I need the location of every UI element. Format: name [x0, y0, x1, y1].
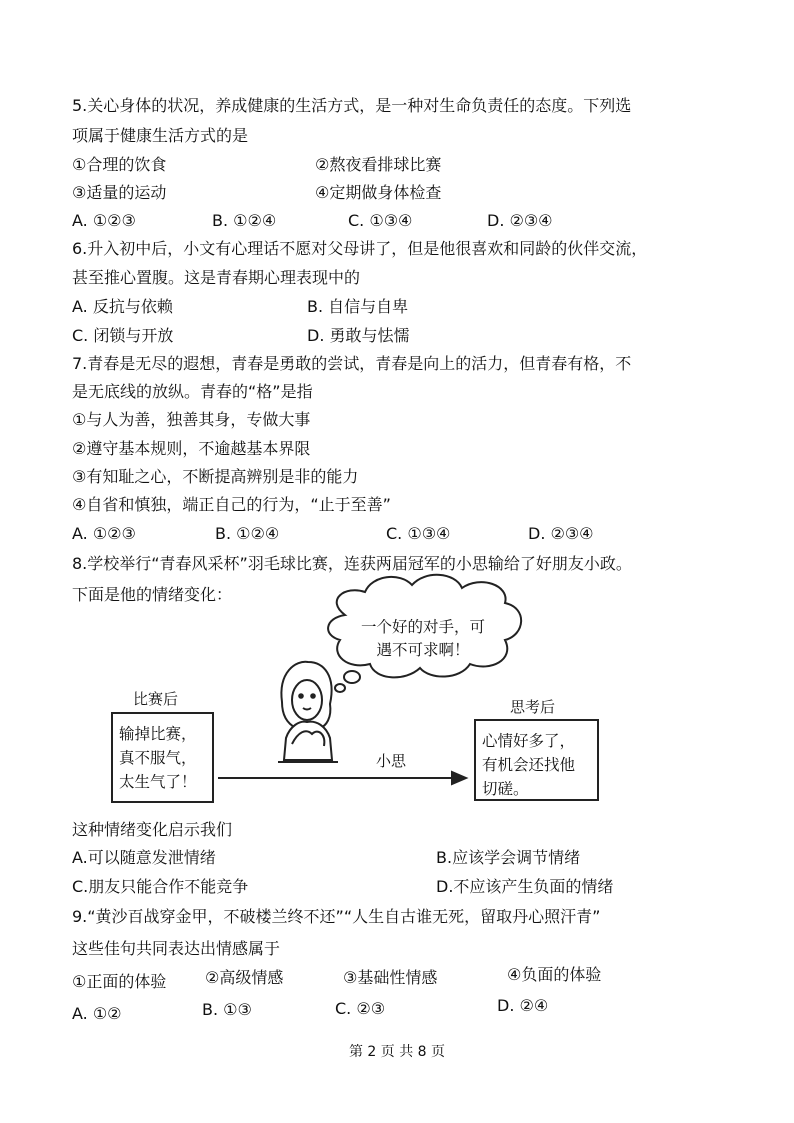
thought-line2: 遇不可求啊！ — [376, 641, 470, 659]
q5-item4: ④定期做身体检查 — [315, 183, 442, 202]
q9-stem-line2: 这些佳句共同表达出情感属于 — [72, 939, 281, 958]
q8-option-d: D.不应该产生负面的情绪 — [436, 877, 614, 896]
q6-stem-line2: 甚至推心置腹。这是青春期心理表现中的 — [72, 268, 361, 287]
q7-stem-line1: 7.青春是无尽的遐想，青春是勇敢的尝试，青春是向上的活力，但青春有格，不 — [72, 354, 632, 373]
after-line2: 有机会还找他 — [482, 756, 576, 774]
thought-text — [350, 616, 496, 662]
q5-stem-line1: 5.关心身体的状况，养成健康的生活方式，是一种对生命负责任的态度。下列选 — [72, 96, 632, 115]
q7-option-d: D. ②③④ — [528, 524, 594, 543]
q6-option-b: B. 自信与自卑 — [307, 297, 409, 316]
q9-item2: ②高级情感 — [205, 968, 284, 987]
thought-line1: 一个好的对手，可 — [360, 618, 485, 636]
q9-option-d: D. ②④ — [497, 996, 549, 1015]
q7-option-b: B. ①②④ — [215, 524, 280, 543]
girl-figure — [278, 662, 338, 762]
q5-item1: ①合理的饮食 — [72, 155, 167, 174]
q9-item4: ④负面的体验 — [507, 965, 602, 984]
after-line1: 心情好多了， — [482, 732, 576, 750]
q7-item3: ③有知耻之心，不断提高辨别是非的能力 — [72, 467, 359, 486]
q8-stem-line1: 8.学校举行“青春风采杯”羽毛球比赛，连获两届冠军的小思输给了好朋友小政。 — [72, 554, 632, 573]
q7-item1: ①与人为善，独善其身，专做大事 — [72, 410, 311, 429]
q6-option-d: D. 勇敢与怯懦 — [307, 326, 410, 345]
q6-stem-line1: 6.升入初中后，小文有心理话不愿对父母讲了，但是他很喜欢和同龄的伙伴交流， — [72, 239, 648, 258]
q8-question: 这种情绪变化启示我们 — [72, 820, 233, 839]
q7-item4: ④自省和慎独，端正自己的行为，“止于至善” — [72, 495, 391, 514]
q7-option-a: A. ①②③ — [72, 524, 136, 543]
after-line3: 切磋。 — [482, 780, 529, 798]
q9-item3: ③基础性情感 — [343, 968, 438, 987]
page-footer: 第 2 页 共 8 页 — [348, 1044, 446, 1060]
q6-option-c: C. 闭锁与开放 — [72, 326, 174, 345]
person-label: 小思 — [376, 752, 407, 770]
q6-option-a: A. 反抗与依赖 — [72, 297, 173, 316]
q5-item2: ②熬夜看排球比赛 — [315, 155, 442, 174]
q7-option-c: C. ①③④ — [386, 524, 451, 543]
q9-option-a: A. ①② — [72, 1004, 122, 1023]
q8-option-c: C.朋友只能合作不能竞争 — [72, 877, 249, 896]
q5-option-c: C. ①③④ — [348, 211, 413, 230]
q5-stem-line2: 项属于健康生活方式的是 — [72, 126, 249, 145]
q9-option-c: C. ②③ — [335, 999, 386, 1018]
q5-option-b: B. ①②④ — [212, 211, 277, 230]
q9-option-b: B. ①③ — [202, 1000, 252, 1019]
q5-option-d: D. ②③④ — [487, 211, 553, 230]
q8-stem-line2: 下面是他的情绪变化： — [72, 585, 233, 604]
q7-stem-line2: 是无底线的放纵。青春的“格”是指 — [72, 382, 313, 401]
q8-option-b: B.应该学会调节情绪 — [436, 848, 581, 867]
q7-item2: ②遵守基本规则，不逾越基本界限 — [72, 439, 311, 458]
before-label: 比赛后 — [133, 690, 179, 708]
q5-item3: ③适量的运动 — [72, 183, 167, 202]
after-label: 思考后 — [510, 698, 556, 716]
q9-item1: ①正面的体验 — [72, 972, 167, 991]
q5-option-a: A. ①②③ — [72, 211, 136, 230]
after-box — [474, 719, 599, 801]
before-box — [111, 712, 214, 803]
before-line2: 真不服气， — [119, 749, 197, 767]
q8-option-a: A.可以随意发泄情绪 — [72, 848, 216, 867]
arrow — [218, 772, 466, 784]
before-line3: 太生气了！ — [119, 773, 197, 791]
q9-stem-line1: 9.“黄沙百战穿金甲，不破楼兰终不还”“人生自古谁无死，留取丹心照汗青” — [72, 907, 601, 926]
before-line1: 输掉比赛， — [119, 725, 197, 743]
